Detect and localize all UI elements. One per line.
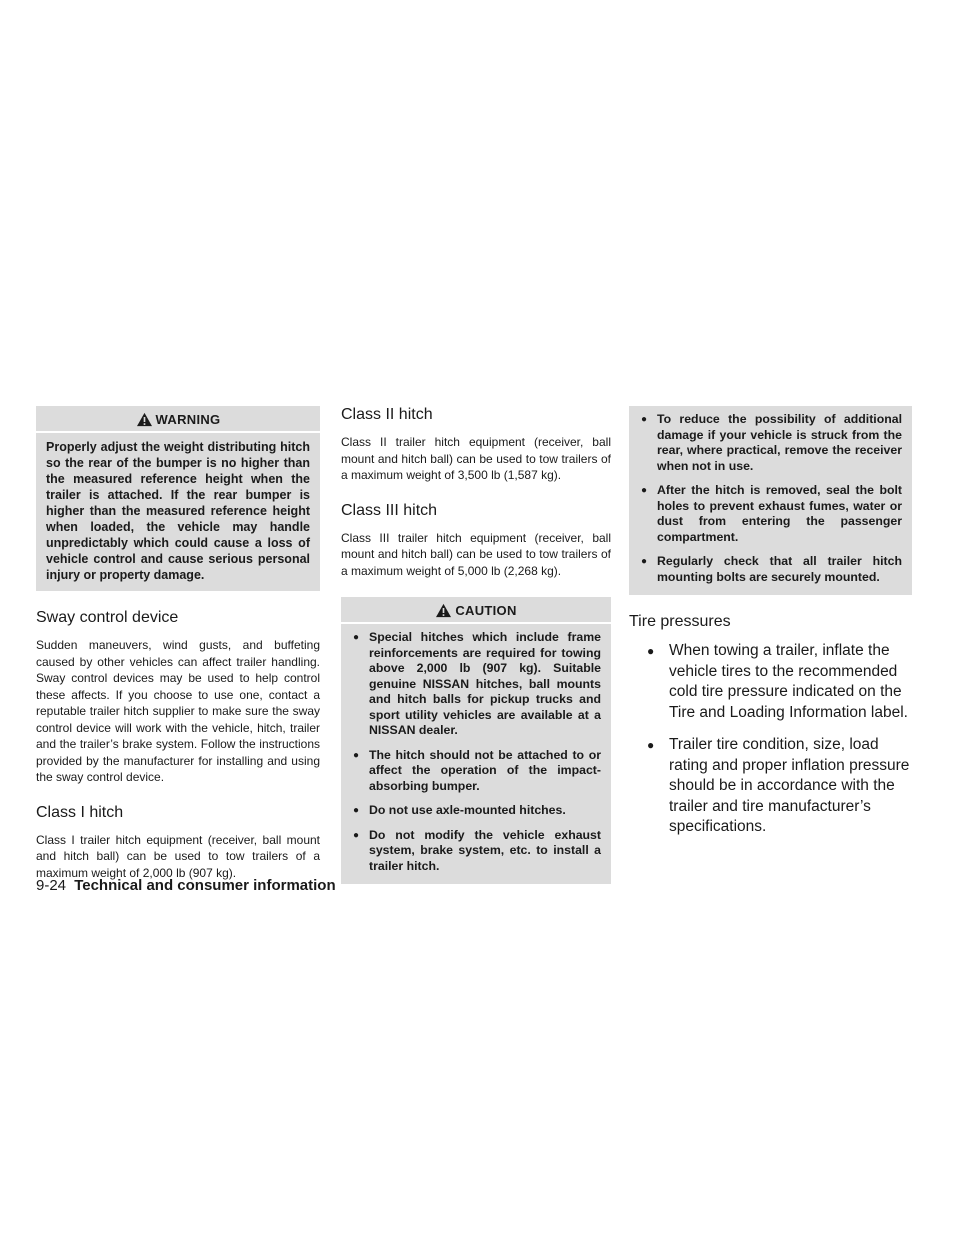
caution-item: ● Do not use axle-mounted hitches. [351,803,601,819]
caution-item: ● Do not modify the vehicle exhaust system, brake system, etc. to install a trailer hitch. [351,828,601,875]
warning-header [36,406,320,433]
caution-header [341,597,611,624]
column-2 [341,406,611,902]
caution-item: ● To reduce the possibility of additional damage if your vehicle is struck from the rear, where practical, remove the receiver when not in use. [639,412,902,474]
caution-continued-box [629,406,912,595]
class1-heading: Class I hitch [36,803,124,821]
tire-list [629,641,912,838]
caution-continued-list [639,412,902,585]
warning-heading: WARNING [155,412,221,427]
tire-item: ● When towing a trailer, inflate the vehicle tires to the recommended cold tire pressure indicated on the Tire and Loading Information label. [643,641,912,723]
class3-heading: Class III hitch [341,501,438,519]
caution-item: ● The hitch should not be attached to or affect the operation of the impact-absorbing bumper. [351,748,601,795]
class3-body: Class III trailer hitch equipment (receiver, ball mount and hitch ball) can be used to tow trailers of a maximum weight of 5,000 lb (2,268 kg). [341,530,611,578]
column-1 [36,406,320,899]
warning-triangle-icon [136,412,153,427]
caution-box [341,597,611,884]
tire-item: ● Trailer tire condition, size, load rating and proper inflation pressure should be in accordance with the trailer and tire manufacturer’s specifications. [643,735,912,838]
page-number: 9-24 [36,877,67,894]
caution-item: ● Special hitches which include frame reinforcements are required for towing above 2,000 lb (907 kg). Suitable genuine NISSAN hitches, ball mounts and hitch balls for pickup trucks and sport utility vehicles are available at a NISSAN dealer. [351,630,601,739]
warning-box [36,406,320,591]
caution-list [351,630,601,874]
sway-body: Sudden maneuvers, wind gusts, and buffeting caused by other vehicles can affect trailer handling. Sway control devices may be used to help control these affects. If you choose to use one, contact a reputable trailer hitch supplier to make sure the sway control device will work with the vehicle, hitch, trailer and the trailer’s brake system. Follow the instructions provided by the manufacturer for installing and using the sway control device. [36,638,320,784]
tire-heading: Tire pressures [629,613,731,630]
class2-heading: Class II hitch [341,406,433,423]
caution-item: ● Regularly check that all trailer hitch mounting bolts are securely mounted. [639,554,902,585]
class1-body: Class I trailer hitch equipment (receiver, ball mount and hitch ball) can be used to tow trailers of a maximum weight of 2,000 lb (907 kg). [36,832,320,880]
section-title: Technical and consumer information [74,877,336,894]
sway-heading: Sway control device [36,609,179,626]
caution-item: ● After the hitch is removed, seal the bolt holes to prevent exhaust fumes, water or dust from entering the passenger compartment. [639,483,902,545]
page-footer [36,877,336,894]
column-3 [629,406,912,850]
warning-text: Properly adjust the weight distributing hitch so the rear of the bumper is no higher than the measured reference height when the trailer is attached. If the rear bumper is higher than the measured reference height when loaded, the vehicle may handle unpredictably which could cause a loss of vehicle control and cause serious personal injury or property damage. [46,440,310,582]
caution-heading: CAUTION [455,603,517,618]
caution-triangle-icon [435,603,452,618]
class2-body: Class II trailer hitch equipment (receiver, ball mount and hitch ball) can be used to tow trailers of a maximum weight of 3,500 lb (1,587 kg). [341,435,611,482]
